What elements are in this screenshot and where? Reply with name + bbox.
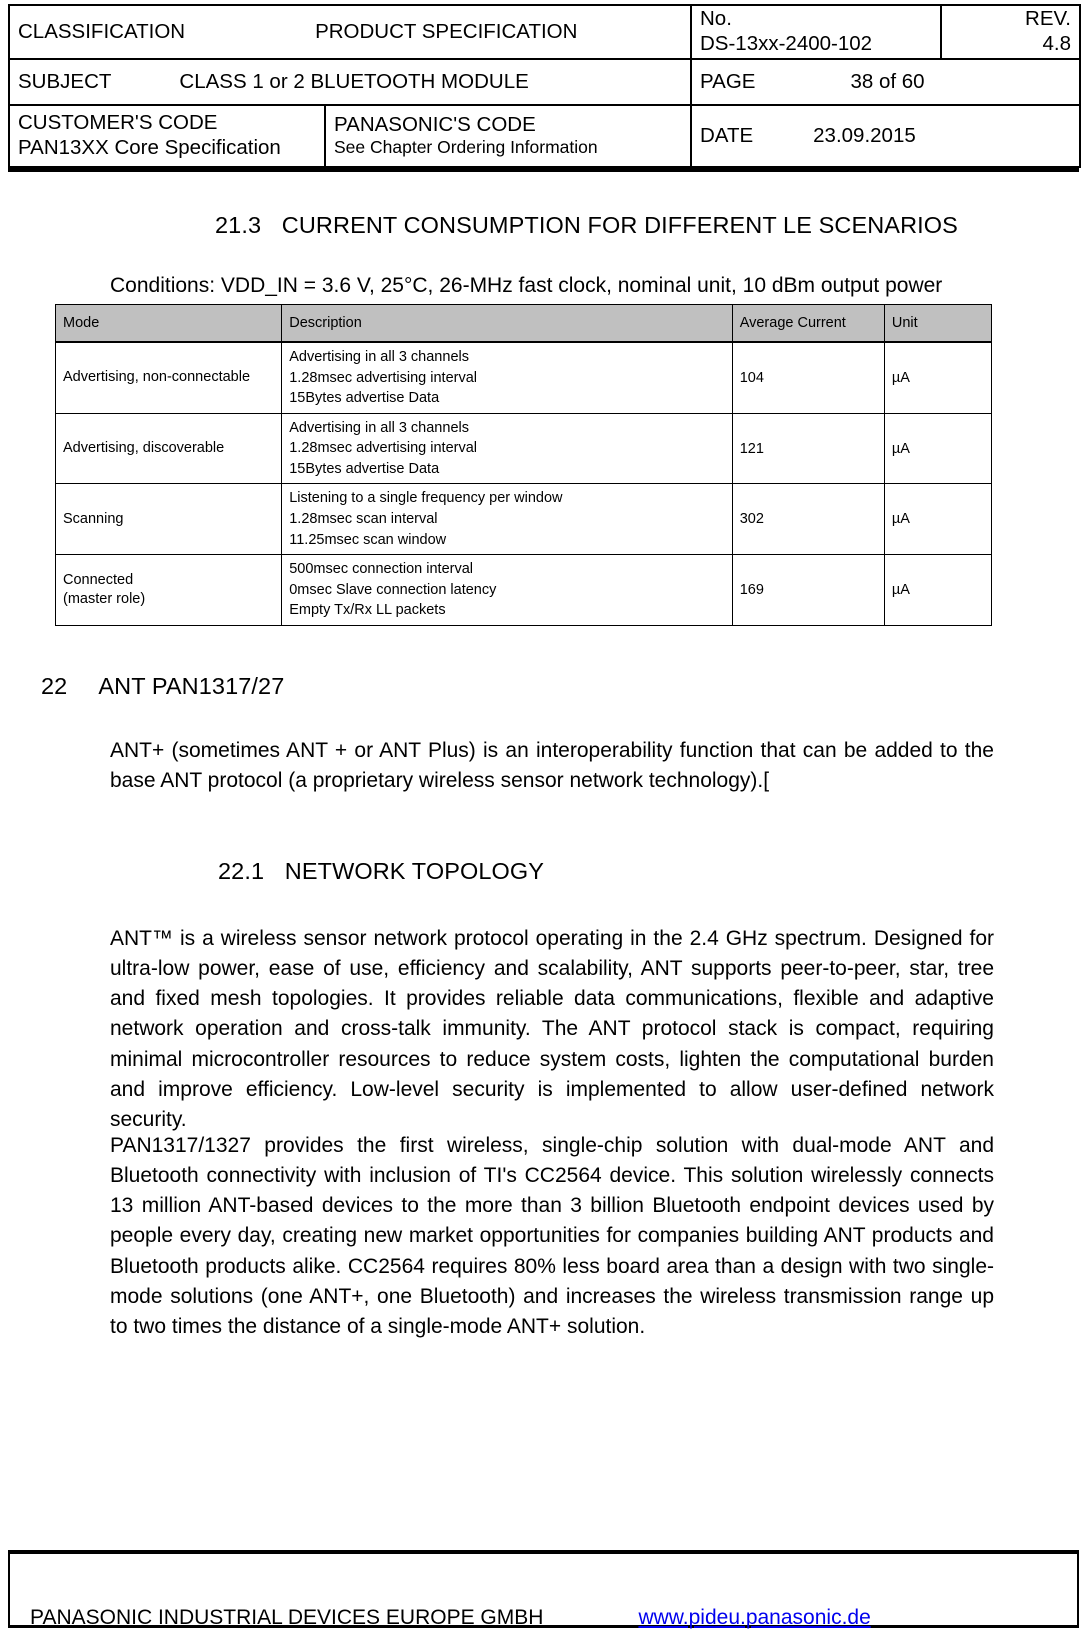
table-row: [56, 413, 992, 484]
paragraph-ant-plus: ANT+ (sometimes ANT + or ANT Plus) is an interoperability function that can be added to the base ANT protocol (a proprietary wireless sensor network technology).[: [110, 739, 994, 793]
heading-21-3: [215, 212, 958, 239]
subject-cell: [9, 59, 691, 105]
date-label: DATE: [700, 123, 754, 147]
revision-value: 4.8: [1042, 31, 1071, 55]
cell-mode: Advertising, non-connectable: [56, 342, 282, 413]
conditions-text: Conditions: VDD_IN = 3.6 V, 25°C, 26-MHz fast clock, nominal unit, 10 dBm output power: [110, 274, 943, 297]
cell-average-current: 104: [732, 342, 884, 413]
doc-number-cell: [691, 5, 941, 59]
header-row-codes: [9, 105, 1080, 167]
date-value: 23.09.2015: [813, 123, 916, 147]
header-row-classification: [9, 5, 1080, 59]
table-header-row: [56, 305, 992, 343]
heading-22-1-number: 22.1: [218, 858, 265, 884]
column-header-unit: Unit: [884, 305, 991, 343]
cell-unit: µA: [884, 555, 991, 626]
cell-description: Advertising in all 3 channels 1.28msec advertising interval 15Bytes advertise Data: [282, 413, 732, 484]
customer-code-label: CUSTOMER'S CODE: [18, 111, 218, 135]
heading-21-3-title: CURRENT CONSUMPTION FOR DIFFERENT LE SCENARIOS: [281, 212, 958, 238]
table-row: [56, 484, 992, 555]
column-header-average-current: Average Current: [732, 305, 884, 343]
heading-22-1: [218, 858, 544, 885]
footer: [8, 1606, 1079, 1630]
revision-label: REV.: [1025, 7, 1071, 30]
document-header-table: [8, 4, 1081, 168]
footer-company-name: PANASONIC INDUSTRIAL DEVICES EUROPE GMBH: [30, 1606, 544, 1629]
cell-description: Listening to a single frequency per window 1.28msec scan interval 11.25msec scan window: [282, 484, 732, 555]
cell-average-current: 302: [732, 484, 884, 555]
customer-code-value: PAN13XX Core Specification: [18, 135, 281, 159]
footer-website-link[interactable]: www.pideu.panasonic.de: [638, 1606, 871, 1629]
paragraph-network-topology: ANT™ is a wireless sensor network protocol operating in the 2.4 GHz spectrum. Designed for ultra-low power, ease of use, efficiency and scalability, ANT supports peer-to-peer, star, tree and fixed mesh topologies. It provides reliable data communications, flexible and adaptive network operation and cross-talk immunity. The ANT protocol stack is compact, requiring minimal microcontroller resources to reduce system costs, lighten the computational burden and improve efficiency. Low-level security is implemented to allow user-defined network security.: [110, 927, 994, 1131]
panasonic-code-label: PANASONIC'S CODE: [334, 112, 536, 136]
heading-21-3-number: 21.3: [215, 212, 262, 238]
date-cell: [691, 105, 1080, 167]
header-row-subject: [9, 59, 1080, 105]
panasonic-code-cell: [325, 105, 691, 167]
cell-mode: Advertising, discoverable: [56, 413, 282, 484]
heading-22-number: 22: [41, 673, 68, 699]
heading-22-1-title: NETWORK TOPOLOGY: [284, 858, 545, 884]
page-cell: [691, 59, 1080, 105]
revision-cell: [941, 5, 1080, 59]
column-header-description: Description: [282, 305, 732, 343]
table-row: [56, 342, 992, 413]
doc-number-label: No.: [700, 7, 732, 30]
paragraph-pan1317: PAN1317/1327 provides the first wireless, single-chip solution with dual-mode ANT and Bluetooth connectivity with inclusion of TI's CC2564 device. This solution wirelessly connects 13 million ANT-based devices to the more than 3 billion Bluetooth endpoint devices used by people every day, creating new market opportunities for companies building ANT products and Bluetooth products alike. CC2564 requires 80% less board area than a design with two single-mode solutions (one ANT+, one Bluetooth) and increases the wireless transmission range up to two times the distance of a single-mode ANT+ solution.: [110, 1134, 994, 1338]
classification-value: PRODUCT SPECIFICATION: [315, 19, 578, 43]
current-consumption-table: [55, 304, 992, 626]
doc-number-value: DS-13xx-2400-102: [700, 31, 873, 55]
header-bottom-rule: [8, 168, 1079, 172]
heading-22: [41, 673, 284, 700]
cell-unit: µA: [884, 342, 991, 413]
heading-22-title: ANT PAN1317/27: [98, 673, 285, 699]
cell-mode: Connected (master role): [56, 555, 282, 626]
classification-cell: [9, 5, 691, 59]
cell-unit: µA: [884, 484, 991, 555]
cell-average-current: 169: [732, 555, 884, 626]
column-header-mode: Mode: [56, 305, 282, 343]
cell-mode: Scanning: [56, 484, 282, 555]
table-row: [56, 555, 992, 626]
cell-description: Advertising in all 3 channels 1.28msec advertising interval 15Bytes advertise Data: [282, 342, 732, 413]
cell-average-current: 121: [732, 413, 884, 484]
panasonic-code-value: See Chapter Ordering Information: [334, 137, 598, 158]
subject-label: SUBJECT: [18, 69, 112, 93]
cell-description: 500msec connection interval 0msec Slave connection latency Empty Tx/Rx LL packets: [282, 555, 732, 626]
subject-value: CLASS 1 or 2 BLUETOOTH MODULE: [179, 69, 529, 93]
page-label: PAGE: [700, 69, 756, 93]
customer-code-cell: [9, 105, 325, 167]
classification-label: CLASSIFICATION: [18, 19, 186, 43]
cell-unit: µA: [884, 413, 991, 484]
page-value: 38 of 60: [850, 69, 925, 93]
